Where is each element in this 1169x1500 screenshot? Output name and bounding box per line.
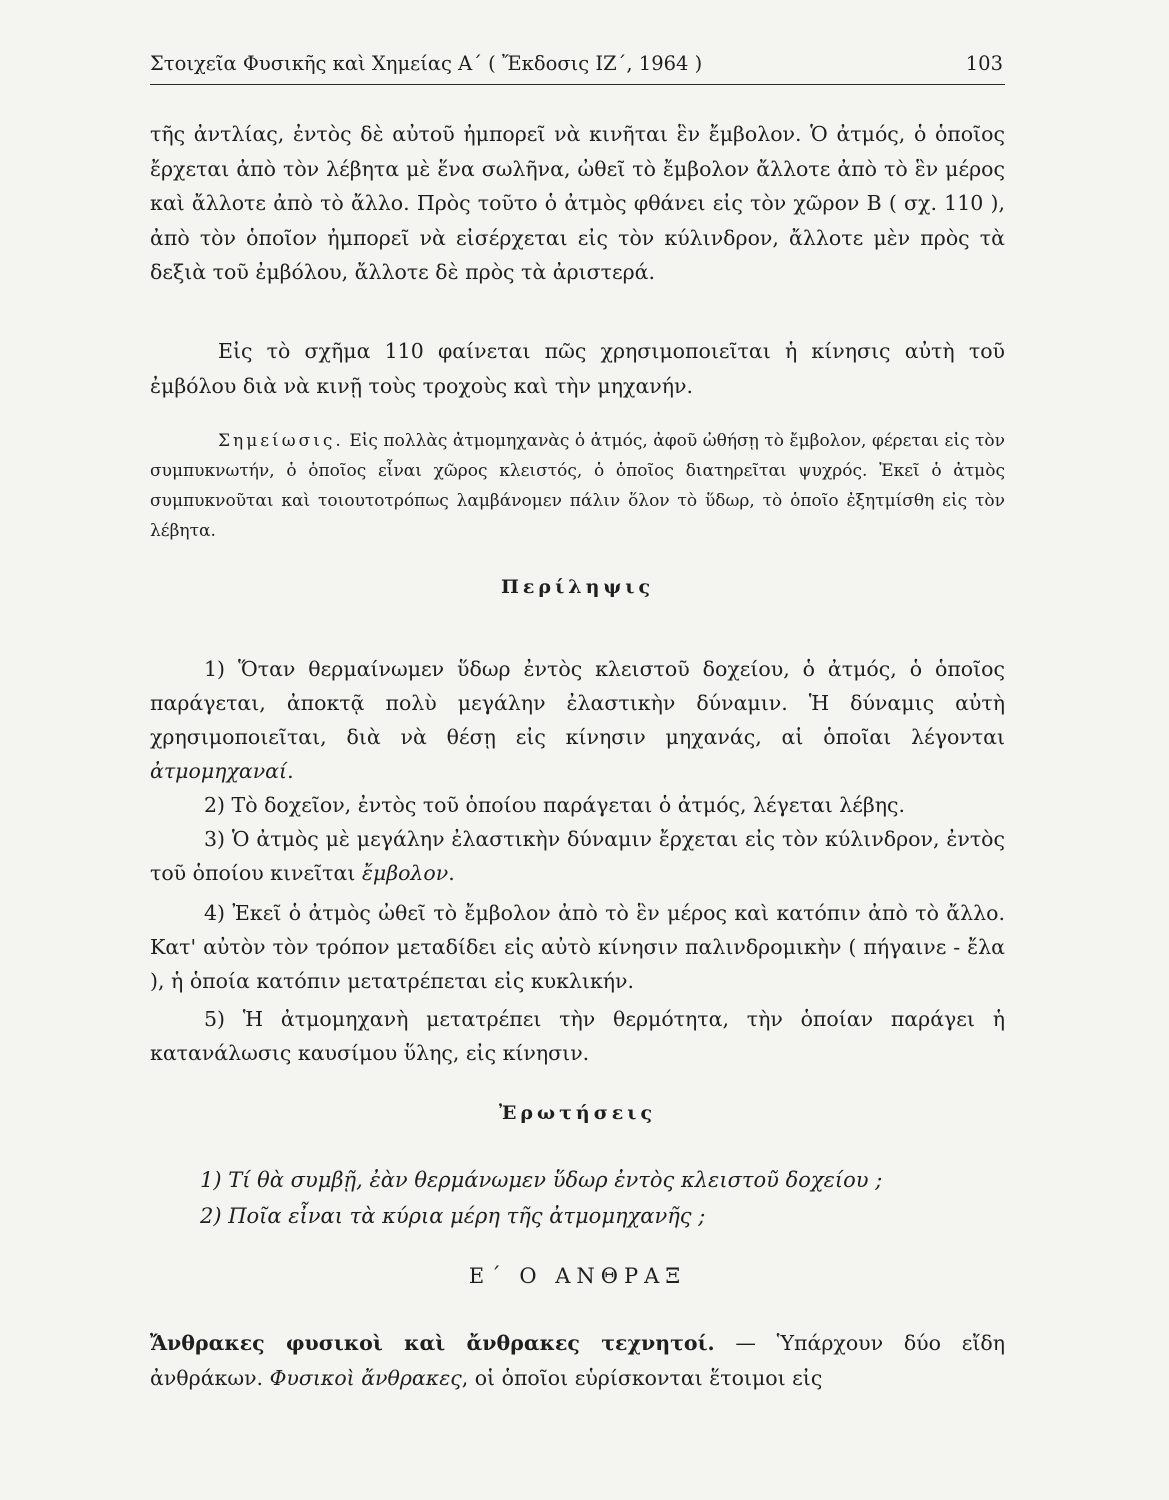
running-header <box>150 50 1005 85</box>
intro-paragraph-1: τῆς ἀντλίας, ἐντὸς δὲ αὐτοῦ ἠμπορεῖ νὰ κινῆται ἓν ἔμβολον. Ὁ ἀτμός, ὁ ὁποῖος ἔρχεται ἀπὸ τὸν λέβητα μὲ ἕνα σωλῆνα, ὠθεῖ τὸ ἔμβολον ἄλλοτε ἀπὸ τὸ ἓν μέρος καὶ ἄλλοτε ἀπὸ τὸ ἄλλο. Πρὸς τοῦτο ὁ ἀτμὸς φθάνει εἰς τὸν χῶρον Β ( σχ. 110 ), ἀπὸ τὸν ὁποῖον ἠμπορεῖ νὰ εἰσέρχεται εἰς τὸν κύλινδρον, ἄλλοτε μὲν πρὸς τὰ δεξιὰ τοῦ ἐμβόλου, ἄλλοτε δὲ πρὸς τὰ ἀριστερά. <box>150 122 1005 284</box>
summary-item-1-text: 1) Ὅταν θερμαίνωμεν ὕδωρ ἐντὸς κλειστοῦ δοχείου, ὁ ἀτμός, ὁ ὁποῖος παράγεται, ἀποκτᾷ πολὺ μεγάλην ἐλαστικὴν δύναμιν. Ἡ δύναμις αὐτὴ χρησιμοποιεῖται, διὰ νὰ θέσῃ εἰς κίνησιν μηχανάς, αἱ ὁποῖαι λέγονται <box>150 657 1005 749</box>
summary-item-1 <box>150 652 1005 788</box>
chapter-italic-term: Φυσικοὶ ἄνθρακες <box>269 1365 462 1390</box>
question-1: 1) Τί θὰ συμβῇ, ἐὰν θερμάνωμεν ὕδωρ ἐντὸς κλειστοῦ δοχείου ; <box>200 1168 883 1192</box>
book-title: Στοιχεῖα Φυσικῆς καὶ Χημείας Α΄ ( Ἔκδοσις ΙΖ΄, 1964 ) <box>150 52 703 75</box>
summary-item-3-text: 3) Ὁ ἀτμὸς μὲ μεγάλην ἐλαστικὴν δύναμιν ἔρχεται εἰς τὸν κύλινδρον, ἐντὸς τοῦ ὁποίου κινεῖται <box>150 827 1005 885</box>
summary-item-1-term: ἀτμομηχαναί <box>150 759 288 783</box>
summary-item-3 <box>150 822 1005 890</box>
note-label: Σημείωσις. <box>218 431 344 451</box>
chapter-lead-paragraph <box>150 1326 1005 1395</box>
summary-item-2-text: 2) Τὸ δοχεῖον, ἐντὸς τοῦ ὁποίου παράγεται ὁ ἀτμός, λέγεται λέβης. <box>204 793 906 817</box>
summary-item-4 <box>150 896 1005 998</box>
summary-item-5-text: 5) Ἡ ἀτμομηχανὴ μετατρέπει τὴν θερμότητα, τὴν ὁποίαν παράγει ἡ κατανάλωσις καυσίμου ὕλης, εἰς κίνησιν. <box>150 1007 1005 1065</box>
question-2: 2) Ποῖα εἶναι τὰ κύρια μέρη τῆς ἀτμομηχανῆς ; <box>200 1204 706 1228</box>
summary-item-3-term: ἔμβολον <box>361 861 449 885</box>
note-text: Εἰς πολλὰς ἀτμομηχανὰς ὁ ἀτμός, ἀφοῦ ὠθήσῃ τὸ ἔμβολον, φέρεται εἰς τὸν συμπυκνωτήν, ὁ ὁποῖος εἶναι χῶρος κλειστός, ὁ ὁποῖος διατηρεῖται ψυχρός. Ἐκεῖ ὁ ἀτμὸς συμπυκνοῦται καὶ τοιουτοτρόπως λαμβάνομεν πάλιν ὅλον τὸ ὕδωρ, τὸ ὁποῖο ἐξητμίσθη εἰς τὸν λέβητα. <box>150 431 1005 541</box>
summary-item-2 <box>150 788 1005 822</box>
questions-heading: Ἐρωτήσεις <box>498 1102 657 1124</box>
summary-item-3-end: . <box>448 861 455 885</box>
summary-item-1-end: . <box>287 759 294 783</box>
summary-item-5 <box>150 1002 1005 1070</box>
page-number: 103 <box>965 52 1003 75</box>
chapter-lead-tail: , οἱ ὁποῖοι εὑρίσκονται ἕτοιμοι εἰς <box>461 1365 823 1390</box>
summary-heading: Περίληψις <box>500 576 655 598</box>
chapter-title: Ε΄ Ο ΑΝΘΡΑΞ <box>468 1264 687 1288</box>
note-paragraph <box>150 426 1005 546</box>
intro-paragraph-2: Εἰς τὸ σχῆμα 110 φαίνεται πῶς χρησιμοποιεῖται ἡ κίνησις αὐτὴ τοῦ ἐμβόλου διὰ νὰ κινῇ τοὺς τροχοὺς καὶ τὴν μηχανήν. <box>150 339 1005 398</box>
chapter-lead-bold: Ἄνθρακες φυσικοὶ καὶ ἄνθρακες τεχνητοί. <box>150 1331 715 1355</box>
summary-item-4-text: 4) Ἐκεῖ ὁ ἀτμὸς ὠθεῖ τὸ ἔμβολον ἀπὸ τὸ ἓν μέρος καὶ κατόπιν ἀπὸ τὸ ἄλλο. Κατ' αὐτὸν τὸν τρόπον μεταδίδει εἰς αὐτὸ κίνησιν παλινδρομικὴν ( πήγαινε - ἔλα ), ἡ ὁποία κατόπιν μετατρέπεται εἰς κυκλικήν. <box>150 901 1005 993</box>
chapter-lead-rest: — Ὑπάρχουν δύο εἴδη ἀνθράκων. <box>150 1331 1005 1390</box>
